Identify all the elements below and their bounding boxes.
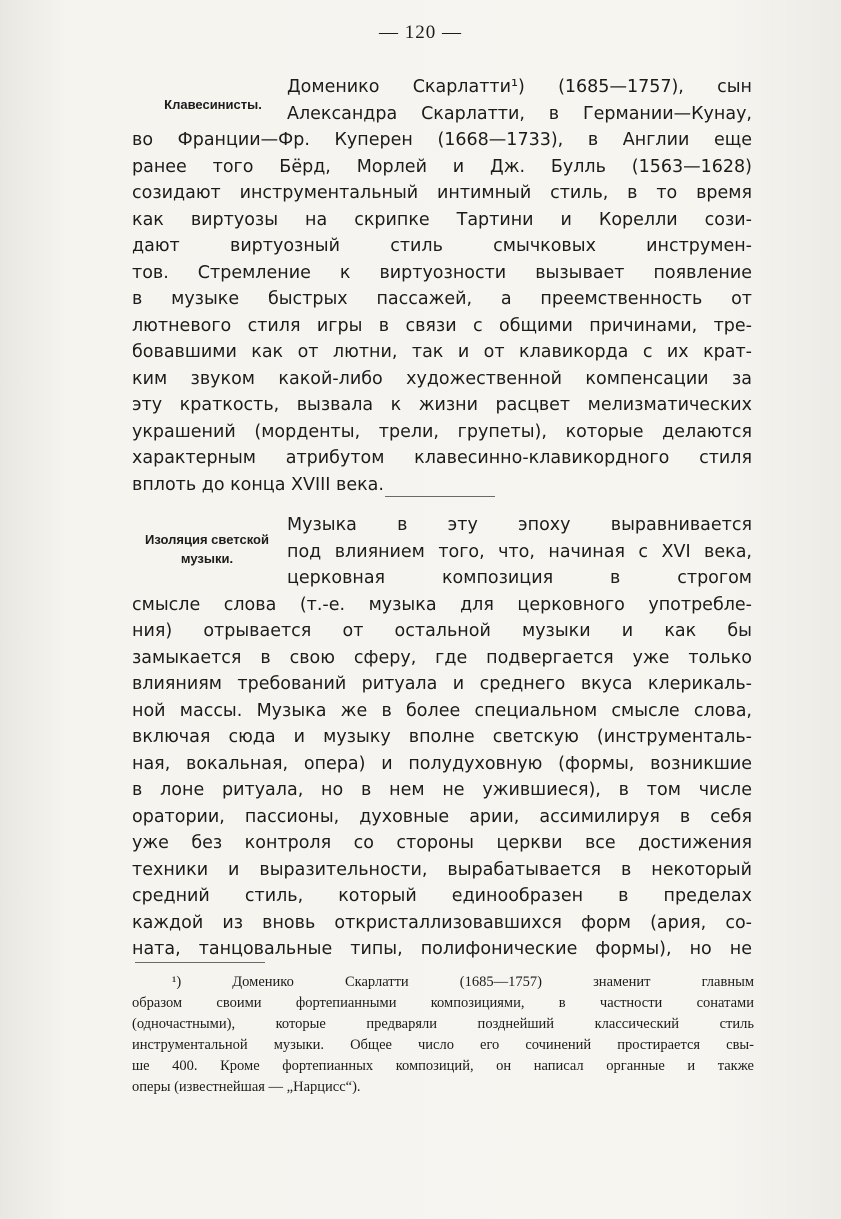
text-line: Музыка в эту эпоху выравнивается [287, 515, 752, 535]
text-line: лютневого стиля игры в связи с общими причинами, тре- [132, 315, 752, 336]
text-line: бовавшими как от лютни, так и от клавикорда с их крат- [132, 342, 752, 362]
text-line: под влиянием того, что, начиная с XVI века, [287, 541, 752, 562]
text-line: техники и выразительности, вырабатывается в некоторый [132, 859, 752, 880]
text-line: уже без контроля со стороны церкви все достижения [132, 833, 752, 853]
text-line: украшений (морденты, трели, групеты), которые делаются [132, 421, 752, 442]
text-line: ким звуком какой-либо художественной компенсации за [132, 368, 752, 389]
footnote-line: инструментальной музыки. Общее число его сочинений простирается свы- [132, 1037, 754, 1053]
text-line: характерным атрибутом клавесинно-клавикордного стиля [132, 448, 752, 468]
text-line: оратории, пассионы, духовные арии, ассимилируя в себя [132, 806, 752, 827]
text-line: вплоть до конца XVIII века. [132, 474, 384, 495]
text-line: Александра Скарлатти, в Германии—Кунау, [287, 103, 752, 124]
text-line: тов. Стремление к виртуозности вызывает появление [132, 262, 752, 283]
text-line: как виртуозы на скрипке Тартини и Корелли сози- [132, 209, 752, 230]
section-separator [385, 496, 495, 497]
text-line: Доменико Скарлатти¹) (1685—1757), сын [287, 77, 752, 97]
text-line: в музыке быстрых пассажей, а преемственность от [132, 289, 752, 309]
paragraph-isolation [132, 512, 752, 963]
text-line: ния) отрывается от остальной музыки и как бы [132, 621, 752, 641]
footnote-line: ше 400. Кроме фортепианных композиций, он написал органные и также [132, 1058, 754, 1074]
footnote-line: ¹) Доменико Скарлатти (1685—1757) знаменит главным [172, 974, 754, 990]
text-line: ной массы. Музыка же в более специальном смысле слова, [132, 700, 752, 721]
text-line: эту краткость, вызвала к жизни расцвет мелизматических [132, 395, 752, 415]
text-line: каждой из вновь откристаллизовавшихся форм (ария, со- [132, 912, 752, 933]
text-line: включая сюда и музыку вполне светскую (инструменталь- [132, 727, 752, 747]
text-line: замыкается в свою сферу, где подвергается уже только [132, 647, 752, 668]
footnote-line: образом своими фортепианными композициями, в частности сонатами [132, 995, 754, 1011]
text-line: ната, танцовальные типы, полифонические формы), но не [132, 939, 752, 959]
footnote-line: (одночастными), которые предваряли позднейший классический стиль [132, 1016, 754, 1032]
side-note-isolation-line1: Изоляция светской [145, 532, 269, 547]
text-line: влияниям требований ритуала и среднего вкуса клерикаль- [132, 674, 752, 694]
paragraph-harpsichordists [132, 74, 752, 498]
text-line: смысле слова (т.-е. музыка для церковного употребле- [132, 594, 752, 615]
text-line: ранее того Бёрд, Морлей и Дж. Булль (1563—1628) [132, 156, 752, 177]
text-line: средний стиль, который единообразен в пределах [132, 886, 752, 906]
footnote-rule [135, 962, 265, 963]
footnote [132, 972, 754, 1098]
text-line: ная, вокальная, опера) и полудуховную (формы, возникшие [132, 753, 752, 774]
text-line: дают виртуозный стиль смычковых инструмен- [132, 236, 752, 256]
text-line: во Франции—Фр. Куперен (1668—1733), в Англии еще [132, 130, 752, 150]
text-line: церковная композиция в строгом [287, 568, 752, 588]
side-note-isolation-line2: музыки. [180, 551, 234, 566]
footnote-line: оперы (известнейшая — „Нарцисс“). [132, 1079, 361, 1095]
page-number: — 120 — [379, 22, 462, 43]
text-line: созидают инструментальный интимный стиль, в то время [132, 183, 752, 203]
side-note-harpsichordists: Клавесинисты. [164, 97, 262, 112]
text-line: в лоне ритуала, но в нем не ужившиеся), в том числе [132, 780, 752, 800]
